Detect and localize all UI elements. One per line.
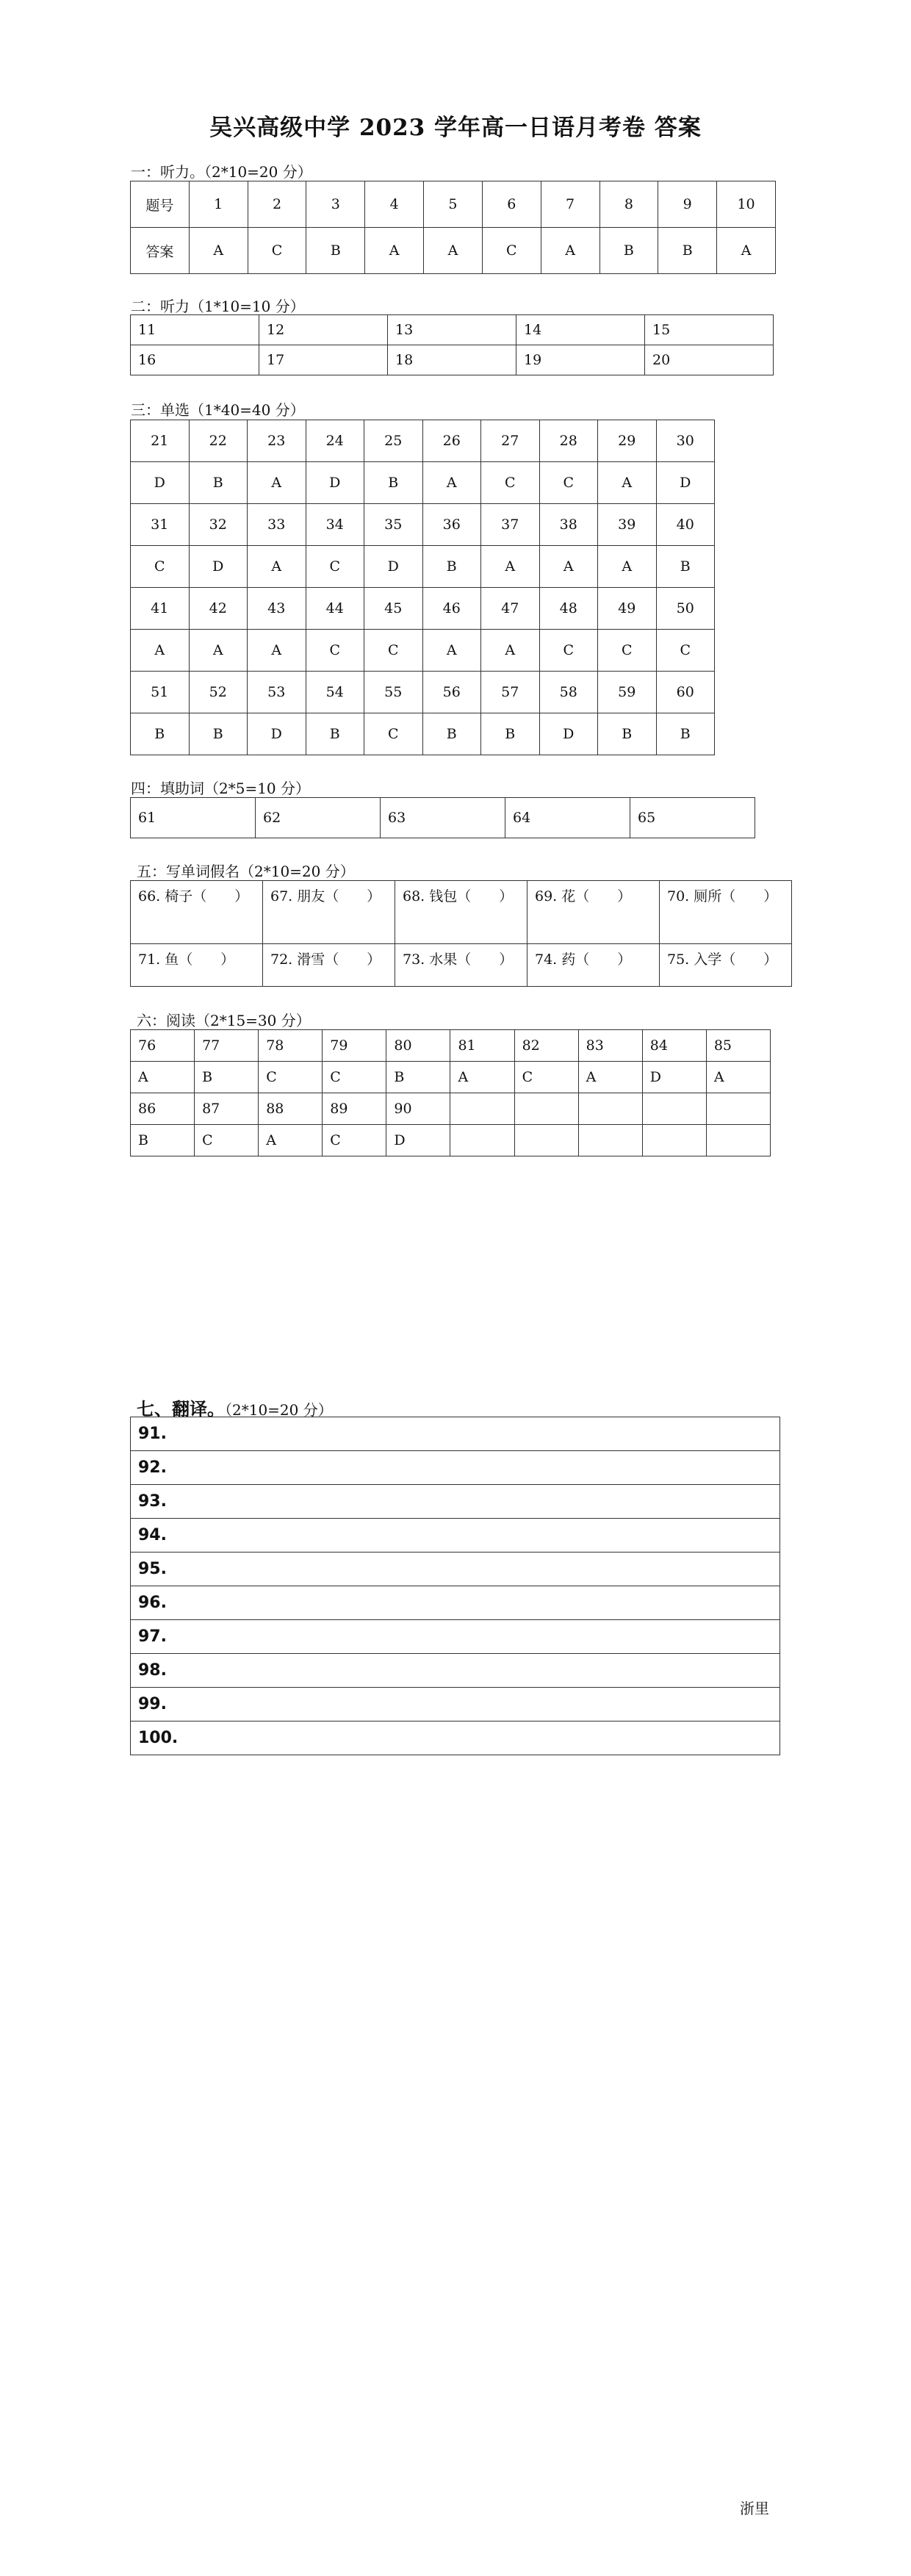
table-row (131, 1620, 780, 1654)
table-cell: 21 (131, 420, 190, 462)
table-cell: 85 (706, 1030, 770, 1062)
table-cell: A (598, 546, 657, 588)
table-cell: 62 (256, 798, 381, 838)
table-cell: B (189, 713, 248, 755)
table-cell: 27 (481, 420, 540, 462)
table-row (131, 1553, 780, 1586)
table-cell: 10 (717, 181, 776, 228)
table-row (131, 504, 715, 546)
table-cell (514, 1093, 578, 1125)
table-cell: 76 (131, 1030, 195, 1062)
table-cell: 32 (189, 504, 248, 546)
table-cell: 37 (481, 504, 540, 546)
table-cell: 4 (365, 181, 424, 228)
table-cell: 51 (131, 672, 190, 713)
table-cell: C (259, 1062, 323, 1093)
table-cell: 14 (516, 315, 645, 345)
table-cell: 92. (131, 1451, 780, 1485)
table-row (131, 1485, 780, 1519)
table-cell: A (706, 1062, 770, 1093)
table-cell (578, 1093, 642, 1125)
table-cell: 54 (306, 672, 364, 713)
table-cell: 55 (364, 672, 423, 713)
table-cell: D (306, 462, 364, 504)
particle-table (130, 797, 755, 838)
signature: 浙里 (740, 2500, 769, 2517)
table-cell: 97. (131, 1620, 780, 1654)
table-cell: A (422, 630, 481, 672)
table-cell: C (539, 462, 598, 504)
table-row (131, 588, 715, 630)
table-cell: 96. (131, 1586, 780, 1620)
table-cell: C (195, 1125, 259, 1156)
table-cell: 8 (599, 181, 658, 228)
table-cell: 82 (514, 1030, 578, 1062)
table-cell: 26 (422, 420, 481, 462)
table-cell: 45 (364, 588, 423, 630)
table-cell: C (323, 1125, 386, 1156)
table-cell: 81 (450, 1030, 514, 1062)
table-cell: 80 (386, 1030, 450, 1062)
section-4-heading: 四：填助词（2*5=10 分） (131, 780, 311, 797)
table-cell: 63 (381, 798, 505, 838)
table-cell: 70. 厕所（ ） (660, 881, 792, 944)
table-cell: D (642, 1062, 706, 1093)
table-cell: B (658, 228, 717, 274)
table-cell: B (364, 462, 423, 504)
table-cell: 93. (131, 1485, 780, 1519)
table-cell: 74. 药（ ） (527, 944, 660, 987)
table-cell: 86 (131, 1093, 195, 1125)
table-cell: B (481, 713, 540, 755)
table-cell: 65 (630, 798, 755, 838)
table-cell: 9 (658, 181, 717, 228)
table-cell: 59 (598, 672, 657, 713)
table-cell: C (306, 546, 364, 588)
table-cell: C (656, 630, 715, 672)
table-cell: D (131, 462, 190, 504)
table-row (131, 1030, 771, 1062)
table-cell: 46 (422, 588, 481, 630)
table-cell: 25 (364, 420, 423, 462)
table-cell: 73. 水果（ ） (395, 944, 527, 987)
table-cell: B (656, 713, 715, 755)
section-5-heading: 五：写单词假名（2*10=20 分） (137, 863, 355, 880)
table-cell: A (248, 546, 306, 588)
table-row (131, 1721, 780, 1755)
table-cell: 64 (505, 798, 630, 838)
table-cell: 57 (481, 672, 540, 713)
table-cell: B (386, 1062, 450, 1093)
table-cell: 78 (259, 1030, 323, 1062)
table-cell: 31 (131, 504, 190, 546)
table-cell: A (424, 228, 483, 274)
table-cell: 71. 鱼（ ） (131, 944, 263, 987)
table-cell: 36 (422, 504, 481, 546)
table-cell: A (259, 1125, 323, 1156)
table-cell: 77 (195, 1030, 259, 1062)
table-row (131, 1417, 780, 1451)
kana-table (130, 880, 792, 987)
table-row (131, 420, 715, 462)
table-cell: 34 (306, 504, 364, 546)
page-title: 吴兴高级中学 2023 学年高一日语月考卷 答案 (209, 115, 702, 141)
table-cell: A (189, 630, 248, 672)
table-cell: C (248, 228, 306, 274)
table-cell: C (482, 228, 541, 274)
table-cell: C (598, 630, 657, 672)
table-cell: 7 (541, 181, 599, 228)
table-cell: 52 (189, 672, 248, 713)
table-cell: 68. 钱包（ ） (395, 881, 527, 944)
table-cell: 83 (578, 1030, 642, 1062)
table-cell: 23 (248, 420, 306, 462)
table-cell: 84 (642, 1030, 706, 1062)
table-cell: B (195, 1062, 259, 1093)
table-cell: A (248, 462, 306, 504)
table-cell: 90 (386, 1093, 450, 1125)
table-cell: 17 (259, 345, 388, 375)
table-cell: B (131, 1125, 195, 1156)
table-cell: 15 (645, 315, 774, 345)
table-cell (450, 1093, 514, 1125)
table-cell: 题号 (131, 181, 190, 228)
table-cell: A (481, 630, 540, 672)
table-row (131, 881, 792, 944)
table-cell: C (131, 546, 190, 588)
table-row (131, 1519, 780, 1553)
table-cell: 38 (539, 504, 598, 546)
table-cell: 58 (539, 672, 598, 713)
table-cell: 60 (656, 672, 715, 713)
table-row (131, 672, 715, 713)
table-row (131, 1688, 780, 1721)
table-cell: B (422, 713, 481, 755)
table-cell: 48 (539, 588, 598, 630)
table-cell: 29 (598, 420, 657, 462)
table-cell: A (450, 1062, 514, 1093)
table-row (131, 1062, 771, 1093)
table-cell: 100. (131, 1721, 780, 1755)
table-cell: D (248, 713, 306, 755)
table-cell: B (189, 462, 248, 504)
table-cell: 43 (248, 588, 306, 630)
table-cell (706, 1125, 770, 1156)
table-cell: C (539, 630, 598, 672)
table-cell: A (248, 630, 306, 672)
table-cell: D (656, 462, 715, 504)
table-cell: B (306, 228, 365, 274)
table-cell: 79 (323, 1030, 386, 1062)
table-cell: 72. 滑雪（ ） (263, 944, 395, 987)
table-row (131, 1586, 780, 1620)
table-row (131, 1451, 780, 1485)
table-cell: 67. 朋友（ ） (263, 881, 395, 944)
table-cell: 53 (248, 672, 306, 713)
table-row (131, 546, 715, 588)
reading-table (130, 1029, 771, 1156)
table-cell (706, 1093, 770, 1125)
table-cell: C (364, 630, 423, 672)
table-cell: 33 (248, 504, 306, 546)
table-cell: A (422, 462, 481, 504)
table-cell: 95. (131, 1553, 780, 1586)
section-7-score: （2*10=20 分） (225, 1401, 333, 1419)
table-cell: 39 (598, 504, 657, 546)
table-cell: 47 (481, 588, 540, 630)
table-cell: 91. (131, 1417, 780, 1451)
table-cell: A (578, 1062, 642, 1093)
table-cell: 22 (189, 420, 248, 462)
table-cell: C (306, 630, 364, 672)
section-1-heading: 一：听力。（2*10=20 分） (131, 163, 312, 181)
table-cell: D (189, 546, 248, 588)
table-row (131, 315, 774, 345)
table-cell (578, 1125, 642, 1156)
table-cell (450, 1125, 514, 1156)
table-cell: 20 (645, 345, 774, 375)
table-cell: B (656, 546, 715, 588)
table-cell: B (422, 546, 481, 588)
table-cell: 50 (656, 588, 715, 630)
table-cell: D (539, 713, 598, 755)
table-row (131, 462, 715, 504)
table-row (131, 345, 774, 375)
table-cell: A (717, 228, 776, 274)
table-cell (642, 1125, 706, 1156)
table-cell: A (365, 228, 424, 274)
table-cell: 答案 (131, 228, 190, 274)
table-cell: A (131, 1062, 195, 1093)
table-row (131, 713, 715, 755)
table-cell: 2 (248, 181, 306, 228)
section-3-heading: 三：单选（1*40=40 分） (131, 401, 305, 419)
table-cell: 99. (131, 1688, 780, 1721)
table-cell: 6 (482, 181, 541, 228)
table-cell: C (514, 1062, 578, 1093)
table-cell: 87 (195, 1093, 259, 1125)
table-cell: 12 (259, 315, 388, 345)
table-cell (514, 1125, 578, 1156)
section-7-label: 七、翻译。 (137, 1399, 225, 1420)
table-cell: C (364, 713, 423, 755)
table-cell (642, 1093, 706, 1125)
table-cell: 3 (306, 181, 365, 228)
table-cell: A (539, 546, 598, 588)
table-cell: D (364, 546, 423, 588)
table-cell: 88 (259, 1093, 323, 1125)
listening-answer-table-2 (130, 314, 774, 375)
table-cell: B (306, 713, 364, 755)
table-cell: 69. 花（ ） (527, 881, 660, 944)
table-cell: A (189, 228, 248, 274)
table-row (131, 181, 776, 228)
table-cell: 24 (306, 420, 364, 462)
table-cell: 49 (598, 588, 657, 630)
table-cell: 35 (364, 504, 423, 546)
table-row (131, 228, 776, 274)
table-cell: C (481, 462, 540, 504)
table-cell: A (481, 546, 540, 588)
table-row (131, 798, 755, 838)
table-cell: 28 (539, 420, 598, 462)
table-cell: 94. (131, 1519, 780, 1553)
table-cell: A (598, 462, 657, 504)
table-cell: 30 (656, 420, 715, 462)
table-cell: 75. 入学（ ） (660, 944, 792, 987)
table-cell: 42 (189, 588, 248, 630)
table-cell: B (599, 228, 658, 274)
table-cell: 98. (131, 1654, 780, 1688)
single-choice-table (130, 420, 715, 755)
translation-table (130, 1417, 780, 1755)
table-cell: 5 (424, 181, 483, 228)
table-row (131, 1125, 771, 1156)
table-cell: 56 (422, 672, 481, 713)
section-6-heading: 六：阅读（2*15=30 分） (137, 1012, 311, 1029)
table-cell: 11 (131, 315, 259, 345)
table-cell: A (541, 228, 599, 274)
table-cell: 1 (189, 181, 248, 228)
table-cell: B (598, 713, 657, 755)
section-2-heading: 二：听力（1*10=10 分） (131, 298, 305, 315)
table-cell: 13 (388, 315, 516, 345)
table-cell: 44 (306, 588, 364, 630)
table-cell: 16 (131, 345, 259, 375)
table-cell: D (386, 1125, 450, 1156)
table-cell: 19 (516, 345, 645, 375)
table-row (131, 1093, 771, 1125)
table-row (131, 944, 792, 987)
table-cell: 61 (131, 798, 256, 838)
table-cell: A (131, 630, 190, 672)
listening-answer-table-1 (130, 181, 776, 274)
table-cell: 66. 椅子（ ） (131, 881, 263, 944)
table-cell: 89 (323, 1093, 386, 1125)
table-cell: B (131, 713, 190, 755)
table-cell: 18 (388, 345, 516, 375)
table-cell: C (323, 1062, 386, 1093)
table-cell: 40 (656, 504, 715, 546)
table-cell: 41 (131, 588, 190, 630)
table-row (131, 630, 715, 672)
table-row (131, 1654, 780, 1688)
